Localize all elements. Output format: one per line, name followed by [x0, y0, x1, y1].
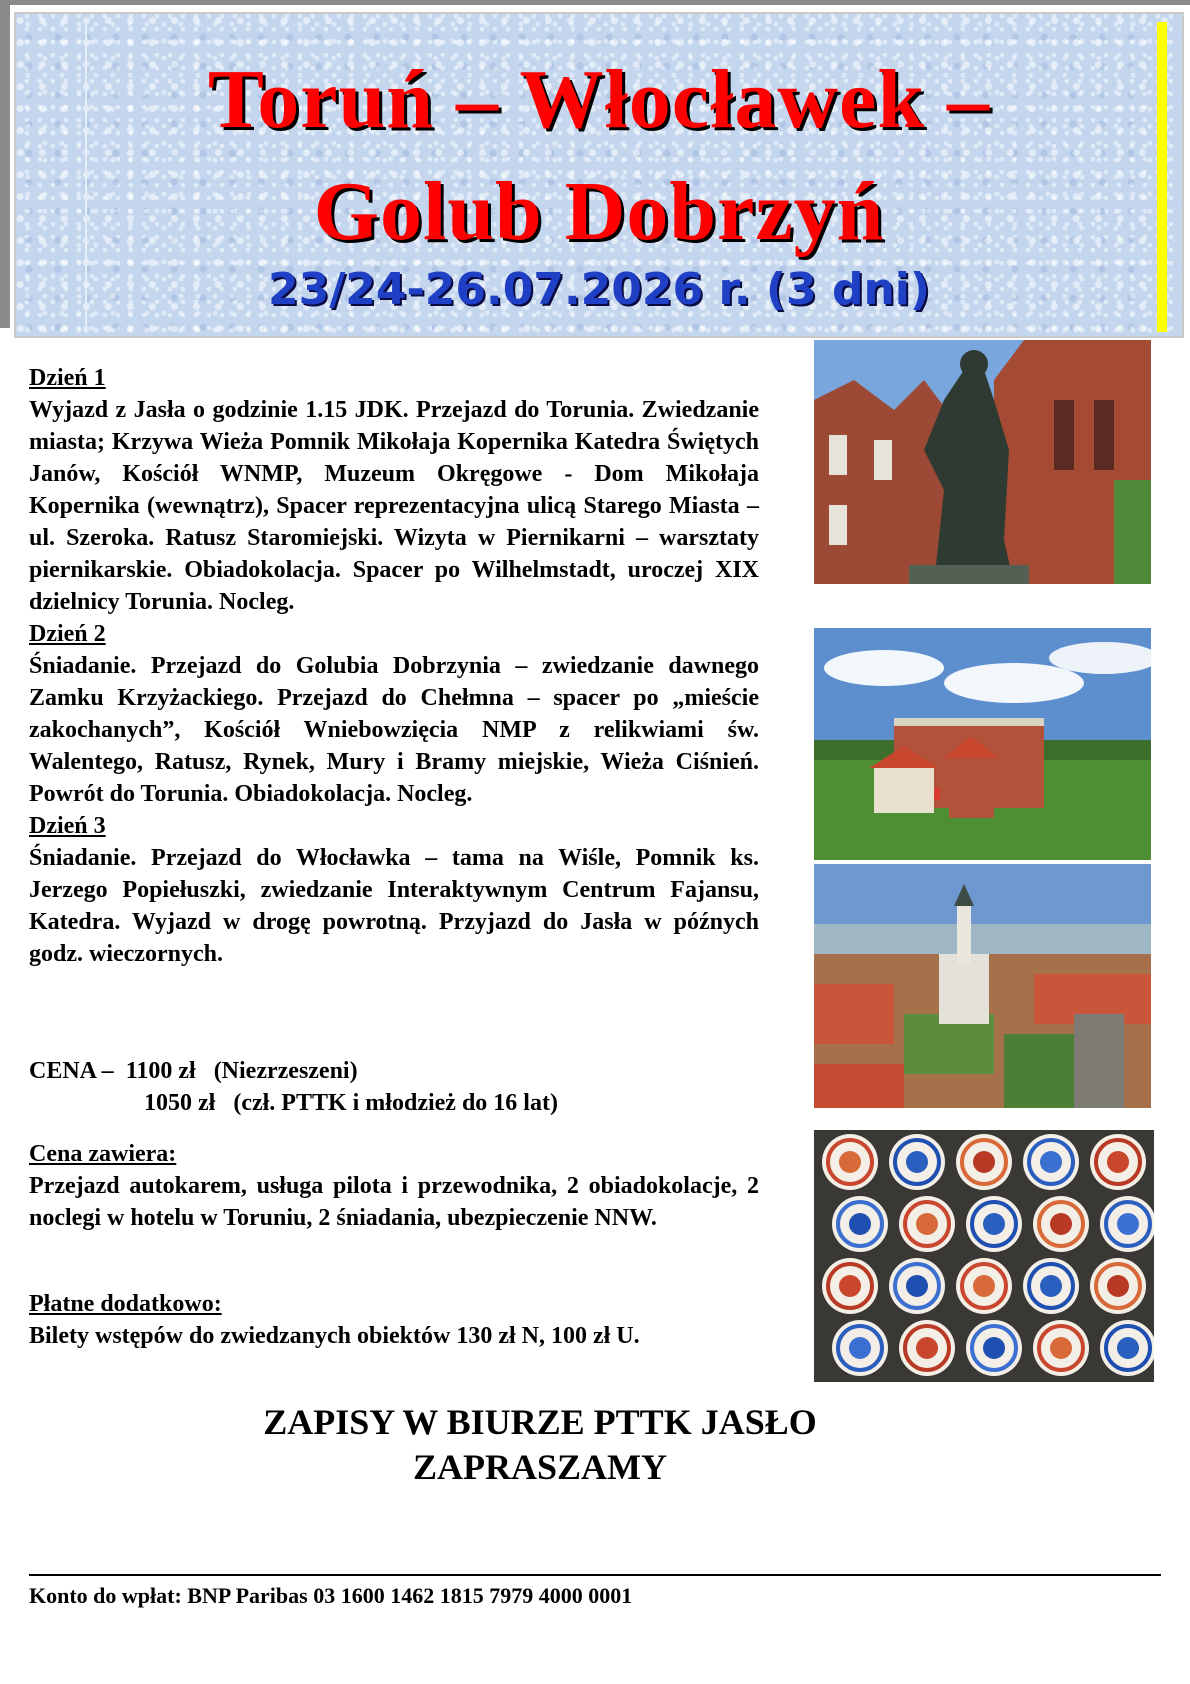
plate-center-pattern — [983, 1337, 1005, 1359]
signup-line-1: ZAPISY W BIURZE PTTK JASŁO — [263, 1402, 817, 1442]
day-2-text: Śniadanie. Przejazd do Golubia Dobrzynia – zwiedzanie dawnego Zamku Krzyżackiego. Przejazd do Chełmna – spacer po „mieście zakochanych”, Kościół Wniebowzięcia NMP z relikwiami św. Walentego, Ratusz, Rynek, Mury i Bramy miejskie, Wieża Ciśnień. Powrót do Torunia. Obiadokolacja. Nocleg. — [29, 653, 759, 807]
copernicus-monument-photo — [814, 340, 1151, 584]
plate-center-pattern — [1107, 1151, 1129, 1173]
left-border — [0, 5, 10, 328]
includes-section — [29, 1138, 759, 1234]
trip-dates: 23/24-26.07.2026 r. (3 dni) — [268, 264, 930, 315]
includes-text: Przejazd autokarem, usługa pilota i przewodnika, 2 obiadokolacje, 2 noclegi w hotelu w Toruniu, 2 śniadania, ubezpieczenie NNW. — [29, 1173, 759, 1231]
title-line-2: Golub Dobrzyń — [313, 165, 885, 258]
golub-castle-photo — [814, 628, 1151, 860]
price-section — [29, 1055, 558, 1119]
day-1-label: Dzień 1 — [29, 365, 106, 391]
footer-divider — [29, 1574, 1161, 1576]
plate-center-pattern — [839, 1275, 861, 1297]
price-note-2: (czł. PTTK i młodzież do 16 lat) — [233, 1090, 558, 1116]
plate-center-pattern — [916, 1337, 938, 1359]
extra-text: Bilety wstępów do zwiedzanych obiektów 130 zł N, 100 zł U. — [29, 1323, 640, 1349]
price-row-1 — [29, 1055, 558, 1087]
plate-center-pattern — [1050, 1337, 1072, 1359]
bank-account: Konto do wpłat: BNP Paribas 03 1600 1462 1815 7979 4000 0001 — [29, 1583, 633, 1608]
title-line-1: Toruń – Włocławek – — [207, 53, 991, 146]
day-3-label: Dzień 3 — [29, 813, 106, 839]
plate-center-pattern — [1117, 1213, 1139, 1235]
plate-center-pattern — [973, 1151, 995, 1173]
price-amount-2: 1050 zł — [144, 1090, 216, 1116]
includes-heading: Cena zawiera: — [29, 1141, 177, 1167]
plate-center-pattern — [973, 1275, 995, 1297]
plate-center-pattern — [1050, 1213, 1072, 1235]
plate-center-pattern — [906, 1151, 928, 1173]
day-1-text: Wyjazd z Jasła o godzinie 1.15 JDK. Przejazd do Torunia. Zwiedzanie miasta; Krzywa Wieża Pomnik Mikołaja Kopernika Katedra Świętych Janów, Kościół WNMP, Muzeum Okręgowe - Dom Mikołaja Kopernika (wewnątrz), Spacer reprezentacyjna ulicą Starego Miasta – ul. Szeroka. Ratusz Staromiejski. Wizyta w Piernikarni – warsztaty piernikarskie. Obiadokolacja. Spacer po Wilhelmstadt, uroczej XIX dzielnicy Torunia. Nocleg. — [29, 397, 759, 615]
plate-center-pattern — [906, 1275, 928, 1297]
plate-center-pattern — [849, 1213, 871, 1235]
itinerary — [29, 362, 759, 970]
plate-center-pattern — [916, 1213, 938, 1235]
day-2-label: Dzień 2 — [29, 621, 106, 647]
signup-line-2: ZAPRASZAMY — [412, 1447, 667, 1487]
chelmno-aerial-photo — [814, 864, 1151, 1108]
plate-center-pattern — [839, 1151, 861, 1173]
price-amount-1: 1100 zł — [125, 1058, 196, 1084]
plate-center-pattern — [1107, 1275, 1129, 1297]
price-note-1: (Niezrzeszeni) — [213, 1058, 358, 1084]
extra-heading: Płatne dodatkowo: — [29, 1291, 222, 1317]
top-border — [0, 0, 1190, 5]
day-3-text: Śniadanie. Przejazd do Włocławka – tama na Wiśle, Pomnik ks. Jerzego Popiełuszki, zwiedzanie Interaktywnym Centrum Fajansu, Katedra. Wyjazd w drogę powrotną. Przyjazd do Jasła w późnych godz. wieczornych. — [29, 845, 759, 967]
price-row-2 — [29, 1087, 558, 1119]
decorative-plates-photo — [814, 1130, 1154, 1382]
plate-center-pattern — [1040, 1151, 1062, 1173]
plate-center-pattern — [849, 1337, 871, 1359]
signup-call — [0, 1400, 1000, 1490]
extra-costs-section — [29, 1288, 759, 1352]
plate-center-pattern — [983, 1213, 1005, 1235]
plate-center-pattern — [1040, 1275, 1062, 1297]
price-label: CENA – — [29, 1058, 114, 1084]
plate-center-pattern — [1117, 1337, 1139, 1359]
